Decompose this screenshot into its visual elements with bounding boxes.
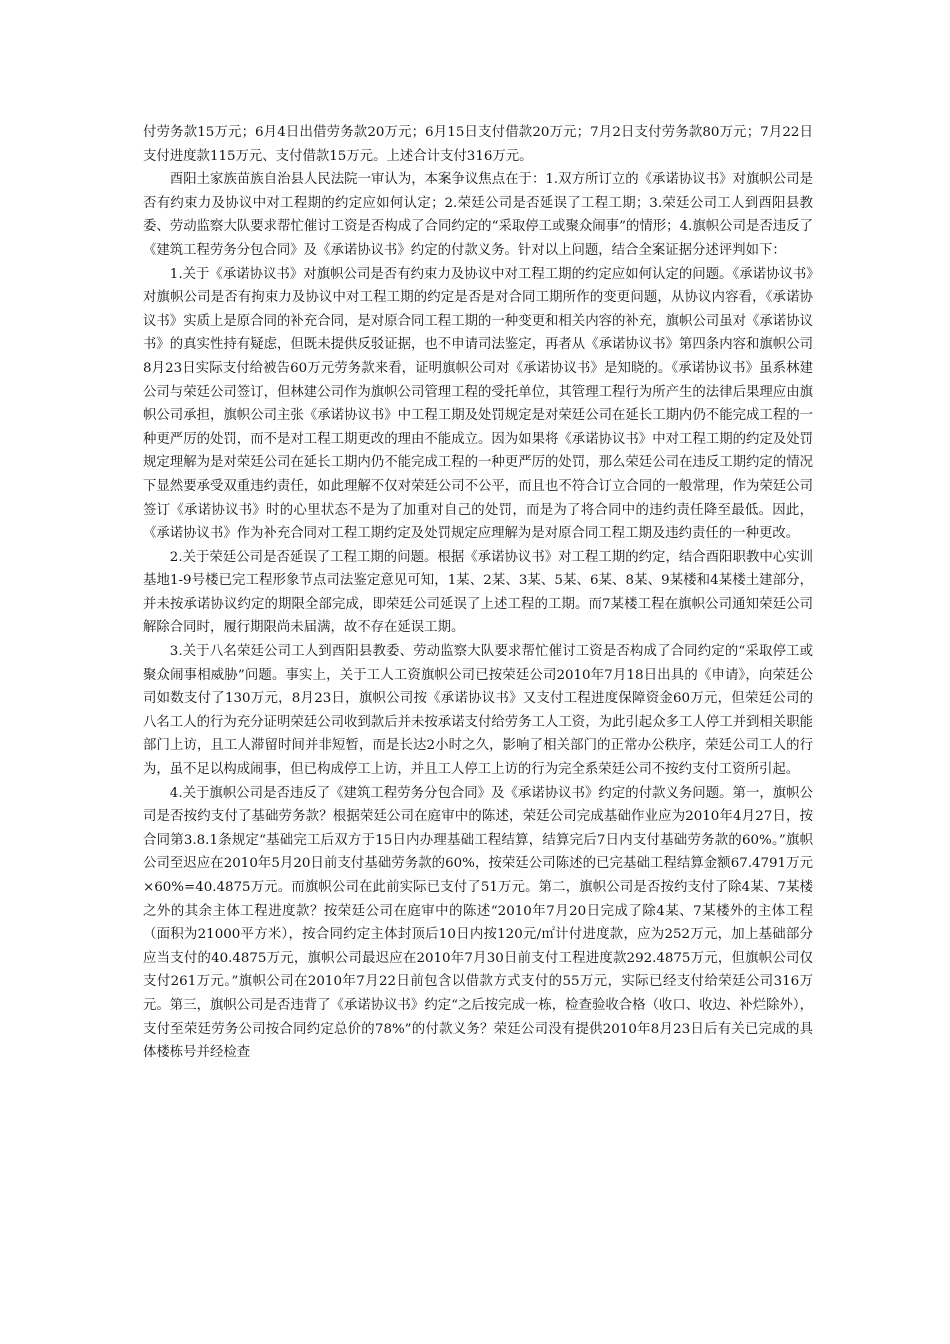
document-page [143, 121, 813, 1065]
paragraph-issue-1: 1.关于《承诺协议书》对旗帜公司是否有约束力及协议中对工程工期的约定应如何认定的问题。《承诺协议书》对旗帜公司是否有拘束力及协议中对工程工期的约定是否是对合同工期所作的变更问题，从协议内容看，《承诺协议书》实质上是原合同的补充合同，是对原合同工程工期的一种变更和相关内容的补充，旗帜公司虽对《承诺协议书》的真实性持有疑虑，但既未提供反驳证据，也不申请司法鉴定，再者从《承诺协议书》第四条内容和旗帜公司8月23日实际支付给被告60万元劳务款来看，证明旗帜公司对《承诺协议书》是知晓的。《承诺协议书》虽系林建公司与荣廷公司签订，但林建公司作为旗帜公司管理工程的受托单位，其管理工程行为所产生的法律后果理应由旗帜公司承担，旗帜公司主张《承诺协议书》中工程工期及处罚规定是对荣廷公司在延长工期内仍不能完成工程的一种更严厉的处罚，而不是对工程工期更改的理由不能成立。因为如果将《承诺协议书》中对工程工期的约定及处罚规定理解为是对荣廷公司在延长工期内仍不能完成工程的一种更严厉的处罚，那么荣廷公司在违反工期约定的情况下显然要承受双重违约责任，如此理解不仅对荣廷公司不公平，而且也不符合订立合同的一般常理，作为荣廷公司签订《承诺协议书》时的心里状态不是为了加重对自己的处罚，而是为了将合同中的违约责任降至最低。因此，《承诺协议书》作为补充合同对工程工期约定及处罚规定应理解为是对原合同工程工期及违约责任的一种更改。 [143, 266, 813, 542]
paragraph-payments-continued: 付劳务款15万元；6月4日出借劳务款20万元；6月15日支付借款20万元；7月2日支付劳务款80万元；7月22日支付进度款115万元、支付借款15万元。上述合计支付316万元。 [143, 125, 813, 164]
paragraph-issue-4: 4.关于旗帜公司是否违反了《建筑工程劳务分包合同》及《承诺协议书》约定的付款义务问题。第一，旗帜公司是否按约支付了基础劳务款？根据荣廷公司在庭审中的陈述，荣廷公司完成基础作业应为2010年4月27日，按合同第3.8.1条规定“基础完工后双方于15日内办理基础工程结算，结算完后7日内支付基础劳务款的60%。”旗帜公司至迟应在2010年5月20日前支付基础劳务款的60%，按荣廷公司陈述的已完基础工程结算金额67.4791万元×60%=40.4875万元。而旗帜公司在此前实际已支付了51万元。第二，旗帜公司是否按约支付了除4某、7某楼之外的其余主体工程进度款？按荣廷公司在庭审中的陈述“2010年7月20日完成了除4某、7某楼外的主体工程（面积为21000平方米），按合同约定主体封顶后10日内按120元/㎡计付进度款，应为252万元，加上基础部分应当支付的40.4875万元，旗帜公司最迟应在2010年7月30日前支付工程进度款292.4875万元，但旗帜公司仅支付261万元。”旗帜公司在2010年7月22日前包含以借款方式支付的55万元，实际已经支付给荣廷公司316万元。第三，旗帜公司是否违背了《承诺协议书》约定“之后按完成一栋，检查验收合格（收口、收边、补烂除外），支付至荣廷劳务公司按合同约定总价的78%”的付款义务？荣廷公司没有提供2010年8月23日后有关已完成的具体楼栋号并经检查 [143, 785, 813, 1061]
paragraph-court-opinion: 酉阳土家族苗族自治县人民法院一审认为，本案争议焦点在于：1.双方所订立的《承诺协议书》对旗帜公司是否有约束力及协议中对工程期的约定应如何认定；2.荣廷公司是否延误了工程工期；3.荣廷公司工人到酉阳县教委、劳动监察大队要求帮忙催讨工资是否构成了合同约定的“采取停工或聚众闹事”的情形；4.旗帜公司是否违反了《建筑工程劳务分包合同》及《承诺协议书》约定的付款义务。针对以上问题，结合全案证据分述评判如下： [143, 172, 813, 258]
paragraph-issue-2: 2.关于荣廷公司是否延误了工程工期的问题。根据《承诺协议书》对工程工期的约定，结合酉阳职教中心实训基地1-9号楼已完工程形象节点司法鉴定意见可知，1某、2某、3某、5某、6某、8某、9某楼和4某楼土建部分，并未按承诺协议约定的期限全部完成，即荣廷公司延误了上述工程的工期。而7某楼工程在旗帜公司通知荣廷公司解除合同时，履行期限尚未届满，故不存在延误工期。 [143, 549, 813, 636]
paragraph-issue-3: 3.关于八名荣廷公司工人到酉阳县教委、劳动监察大队要求帮忙催讨工资是否构成了合同约定的“采取停工或聚众闹事相威胁”问题。事实上，关于工人工资旗帜公司已按荣廷公司2010年7月18日出具的《申请》，向荣廷公司如数支付了130万元，8月23日，旗帜公司按《承诺协议书》又支付工程进度保障资金60万元，但荣廷公司的八名工人的行为充分证明荣廷公司收到款后并未按承诺支付给劳务工人工资，为此引起众多工人停工并到相关职能部门上访，且工人滞留时间并非短暂，而是长达2小时之久，影响了相关部门的正常办公秩序，荣廷公司工人的行为，虽不足以构成闹事，但已构成停工上访，并且工人停工上访的行为完全系荣廷公司不按约支付工资所引起。 [143, 644, 813, 778]
